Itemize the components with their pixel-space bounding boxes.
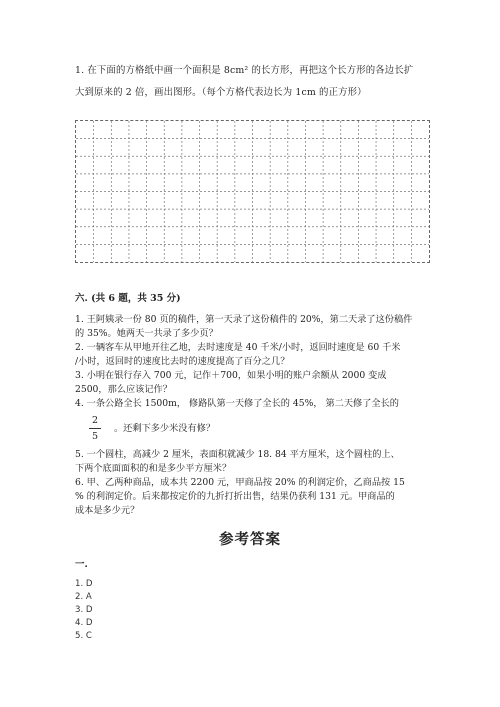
- question-6-line-1: 6. 甲、乙两种商品，成本共 2200 元，甲商品按 20% 的利润定价，乙商品按 15: [75, 477, 405, 488]
- section-six-title: 六. (共 6 题，共 35 分): [75, 293, 181, 304]
- question-3-line-2: 2500，那么应该记作？: [75, 384, 172, 395]
- question-4-line-1: 4. 一条公路全长 1500m， 修路队第一天修了全长的 45%， 第二天修了全长的: [75, 398, 399, 409]
- grid-problem-line-2: 大到原来的 2 倍，画出图形。（每个方格代表边长为 1cm 的正方形）: [75, 87, 367, 98]
- question-2-line-2: /小时，返回时的速度比去时的速度提高了百分之几？: [75, 356, 290, 367]
- grid-problem-line-1: 1. 在下面的方格纸中画一个面积是 8cm² 的长方形，再把这个长方形的各边长扩: [75, 65, 414, 76]
- answer-2: 2. A: [75, 592, 92, 602]
- answer-5: 5. C: [75, 631, 92, 641]
- fraction-denominator: 5: [91, 431, 99, 442]
- answers-part-label: 一.: [75, 559, 88, 570]
- fraction-numerator: 2: [91, 415, 99, 426]
- question-5-line-1: 5. 一个圆柱，高减少 2 厘米，表面积就减少 18. 84 平方厘米，这个圆柱的上、: [75, 449, 400, 460]
- question-6-line-2: % 的利润定价。后来都按定价的九折打折出售，结果仍获利 131 元。甲商品的: [75, 491, 395, 502]
- question-2-line-1: 2. 一辆客车从甲地开往乙地，去时速度是 40 千米/小时，返回时速度是 60 千米: [75, 342, 401, 353]
- answer-1: 1. D: [75, 579, 93, 589]
- fraction-bar: [89, 428, 101, 429]
- question-1-line-2: 的 35%。她两天一共录了多少页？: [75, 328, 218, 339]
- question-6-line-3: 成本是多少元？: [75, 505, 140, 516]
- grid-lines: [76, 121, 429, 262]
- square-grid-paper: [75, 120, 430, 263]
- answer-4: 4. D: [75, 618, 93, 628]
- answers-title: 参考答案: [219, 531, 281, 548]
- question-1-line-1: 1. 王阿姨录一份 80 页的稿件，第一天录了这份稿件的 20%，第二天录了这份稿件: [75, 314, 413, 325]
- fraction-two-fifths: [89, 414, 101, 443]
- question-4-line-2: 。还剩下多少米没有修？: [114, 423, 216, 434]
- question-5-line-2: 下两个底面面积的和是多少平方厘米？: [75, 463, 232, 474]
- question-3-line-1: 3. 小明在银行存入 700 元，记作＋700，如果小明的账户余额从 2000 变成: [75, 370, 387, 381]
- answer-3: 3. D: [75, 605, 93, 615]
